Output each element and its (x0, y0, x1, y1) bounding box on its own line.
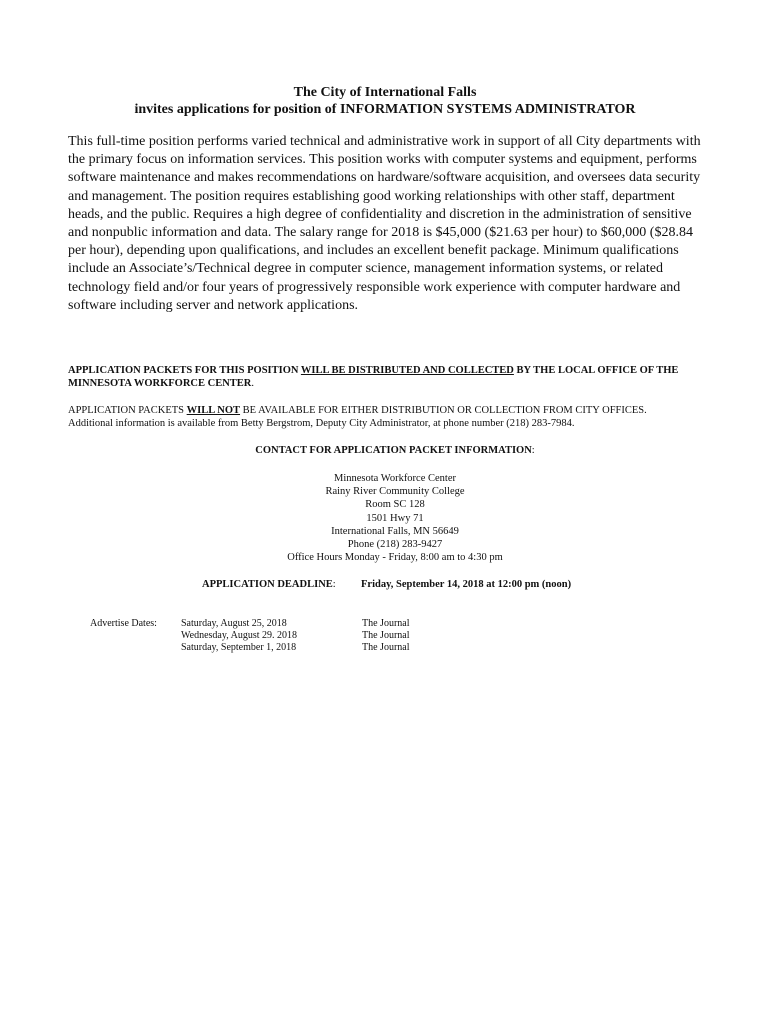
advertise-publications-list (362, 618, 410, 655)
position-description: This full-time position performs varied technical and administrative work in support of all City departments with the primary focus on information services. This position works with computer systems and equipment, performs software maintenance and makes recommendations on hardware/software acquisition, and oversees data security and management. The position requires establishing good working relationships with other staff, department heads, and the public. Requires a high degree of confidentiality and discretion in the administration of sensitive and nonpublic information and data. The salary range for 2018 is $45,000 ($21.63 per hour) to $60,000 ($28.84 per hour), depending upon qualifications, and includes an excellent benefit package. Minimum qualifications include an Associate’s/Technical degree in computer science, management information systems, or related technology field and/or four years of progressively responsible work experience with computer hardware and software including server and network applications. (68, 134, 701, 313)
availability-notice-line1 (68, 404, 728, 417)
additional-info-line: Additional information is available from Betty Bergstrom, Deputy City Administrator, at phone number (218) 283-7984. (68, 418, 575, 429)
deadline-label-colon: : (332, 579, 336, 590)
distribution-notice-emphasis: WILL BE DISTRIBUTED AND COLLECTED (300, 365, 514, 376)
distribution-notice (68, 364, 718, 390)
advertise-dates-list (181, 618, 297, 655)
contact-heading-colon: : (531, 445, 535, 456)
distribution-notice-text-end: BY THE LOCAL OFFICE OF THE MINNESOTA WORKFORCE CENTER (68, 365, 679, 389)
address-office-hours: Office Hours Monday - Friday, 8:00 am to 4:30 pm (287, 552, 503, 564)
document-title-line1: The City of International Falls (293, 85, 477, 100)
address-line: Minnesota Workforce Center (333, 473, 456, 484)
advertise-publication: The Journal (362, 618, 410, 629)
address-line: International Falls, MN 56649 (331, 525, 459, 537)
advertise-publication: The Journal (362, 642, 410, 654)
availability-notice (68, 404, 728, 430)
deadline-label (202, 578, 336, 591)
distribution-notice-text: APPLICATION PACKETS FOR THIS POSITION (68, 365, 301, 376)
contact-heading (0, 444, 770, 457)
address-phone: Phone (218) 283-9427 (347, 539, 443, 551)
advertise-dates-label: Advertise Dates: (90, 618, 157, 629)
address-line: Room SC 128 (365, 499, 425, 511)
distribution-notice-period: . (251, 378, 255, 389)
availability-notice-text: APPLICATION PACKETS (68, 405, 187, 416)
address-line: 1501 Hwy 71 (366, 512, 424, 524)
advertise-publication: The Journal (362, 630, 410, 642)
advertise-date: Saturday, August 25, 2018 (181, 618, 287, 629)
availability-notice-emphasis: WILL NOT (186, 405, 241, 416)
document-title-line2: invites applications for position of INFORMATION SYSTEMS ADMINISTRATOR (134, 102, 636, 117)
advertise-date: Saturday, September 1, 2018 (181, 642, 297, 654)
deadline-value: Friday, September 14, 2018 at 12:00 pm (noon) (361, 579, 572, 590)
deadline-label-text: APPLICATION DEADLINE (202, 579, 333, 590)
contact-heading-text: CONTACT FOR APPLICATION PACKET INFORMATION (255, 445, 532, 456)
availability-notice-text-end: BE AVAILABLE FOR EITHER DISTRIBUTION OR COLLECTION FROM CITY OFFICES. (240, 405, 647, 416)
address-line: Rainy River Community College (325, 486, 465, 498)
contact-address (0, 472, 770, 564)
advertise-date: Wednesday, August 29. 2018 (181, 630, 298, 642)
